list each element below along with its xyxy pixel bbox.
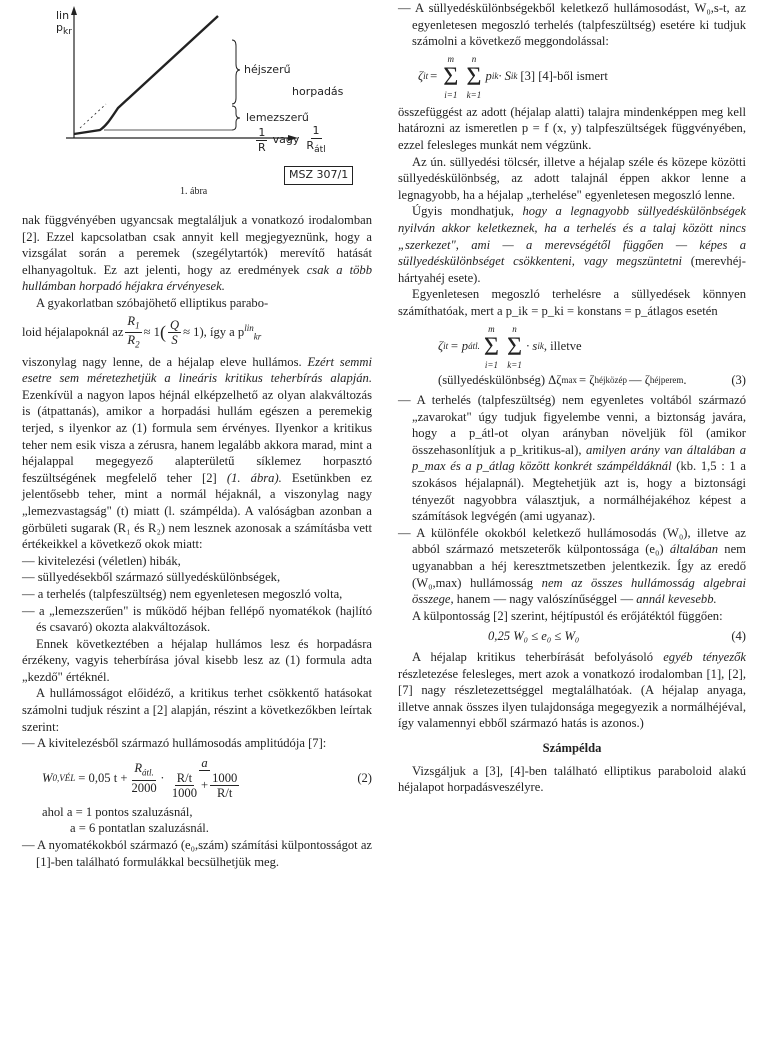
formula-r1r2-post: ≈ 1), így a p xyxy=(183,325,245,340)
right-paragraph-2: összefüggést az adott (héjalap alatti) talajra mindenképpen meg kell határozni az ismeretlen p = f (x, y) talpfeszültségek függvényében, ezzel felesleges munkát nem végzünk. xyxy=(398,104,746,152)
x-label-ratl: R xyxy=(306,139,315,152)
eq3-sum2-top: n xyxy=(512,323,517,334)
left-list-item-4: — a „lemezszerűen" is működő héjban fellépő nyomatékok (hajlító és csavaró) okozta alakváltozások. xyxy=(22,603,372,635)
formula-r1r2-pre: loid héjalapoknál az xyxy=(22,325,124,340)
eq3-body: · s xyxy=(526,339,538,354)
left-list-item-1: — kivitelezési (véletlen) hibák, xyxy=(22,553,181,568)
eq3-lhs: ζ xyxy=(438,339,444,354)
right-paragraph-5: Egyenletesen megoszló terhelésre a süllyedések könnyen számíthatóak, mert a p_ik = p_ki = konstans = p_átlagos esetén xyxy=(398,287,746,318)
section-heading-szampelda: Számpélda xyxy=(542,740,602,755)
left-list-item-5: — A kivitelezésből származó hullámosodás amplitúdója [7]: xyxy=(22,736,327,751)
right-r7-it1: általában xyxy=(669,542,719,557)
eq5-body: 0,25 W₀ ≤ e₀ ≤ W₀ xyxy=(488,629,580,644)
right-r9-italic: egyéb tényezők xyxy=(663,650,746,664)
label-horpadas: horpadás xyxy=(292,85,344,98)
right-paragraph-9 xyxy=(398,649,746,732)
eq3-lhs-sub: it xyxy=(443,341,449,352)
right-r6-text: — A terhelés (talpfeszültség) nem egyenletes voltából származó „zavarokat" úgy tudjuk figyelembe venni, a biztonság javára, hogy a p_átl-ot olyan arányban növeljük föl (amikor összehasonlítjuk a p_kritikus-al), xyxy=(398,393,746,457)
x-axis-label xyxy=(254,124,330,157)
left-p3-italic: Ezért semmi esetre sem méretezhetjük a lineáris kritikus teherbírás alapján. xyxy=(22,354,372,386)
eq4-b-sub: héjközép xyxy=(594,374,627,385)
eq5-number: (4) xyxy=(731,629,746,644)
formula-r1r2-mid: ≈ 1 xyxy=(143,325,160,340)
right-r7-b: nem ugyanabban a héj keresztmetszetben jelentkezik. Így az eredő (W₀,max) hullámosság xyxy=(412,542,746,590)
eq3-sum1-bot: i=1 xyxy=(484,359,498,370)
y-axis-label-top: lin xyxy=(56,9,70,22)
equation-zeta: ζ it = m Σ i=1 n Σ k=1 p ik · S ik [3] [4]-ből ismert xyxy=(418,53,608,100)
eq4-number: (3) xyxy=(731,372,746,387)
eq4-b: = ζ xyxy=(579,372,595,387)
right-r6-italic: amilyen arány van általában a p_max és a p_átlag között konkrét számpéldáknál xyxy=(412,442,746,474)
left-p3-d: Esetünkben ez jelentősebb teher, mint a normál héjaknál, a viszonylag nagy „lemezvastagság" (t) miatt (l. számpélda). A valóságban azonban a görbületi sugarak (R₁ és R₂) nem lesznek azonosak a számításba vett értékeikkel a következő okok miatt: xyxy=(22,470,372,552)
eqz-body-sub: ik xyxy=(491,71,499,82)
left-list-item-2: — süllyedésekből származó süllyedéskülönbségek, xyxy=(22,570,281,585)
y-axis-label-p: p xyxy=(56,21,63,34)
left-paragraph-5: A hullámosságot előidéző, a kritikus terhet csökkentő hatásokat számolni tudjuk részint a [2] alapján, részint a következőkben leírtak szerint: xyxy=(22,686,372,734)
eq2-den1: 2000 xyxy=(131,780,157,795)
right-paragraph-4 xyxy=(398,203,746,286)
ahol-line-2: a = 6 pontatlan szaluzásnál. xyxy=(70,821,209,836)
right-paragraph-3: Az ún. süllyedési tölcsér, illetve a héjalap széle és közepe közötti süllyedéskülönbség, az adott talajnál éppen akkor lenne a legnagyobb, ha a héjalap „terhelése" egyenletesen megoszló lenne. xyxy=(398,154,746,202)
right-column xyxy=(398,0,746,796)
left-p3-b: Ezenkívül a nagyon lapos héjnál elképzelhető az olyan alakváltozás is (átpattanás), amikor a horpadási hullám egészen a peremekig terjed, s ilyenkor az (1) formula sem érvényes. Ilyenkor a kritikus teher nem esik visza a zérusra, hanem legalább akkora marad, mint a héjalappal megegyező alapterületű síklemez horpasztó feszültségének megfelelő teher [2] xyxy=(22,387,372,485)
y-axis-label-sub: kr xyxy=(62,27,72,38)
eq4-a-sub: max xyxy=(561,374,577,385)
right-r7-c: hanem — nagy valószínűséggel — xyxy=(456,592,634,607)
eq2-rhs: = 0,05 t + xyxy=(78,770,128,785)
eq2-num1-sub: átl. xyxy=(142,767,154,778)
right-r7-it2: nem az összes hullámosság algebrai összege, xyxy=(412,575,746,607)
stamp-msz: MSZ 307/1 xyxy=(284,166,353,185)
figure-1 xyxy=(22,0,372,212)
eq2-number: (2) xyxy=(357,770,372,785)
right-r9-text: A héjalap kritikus teherbírását befolyásoló xyxy=(412,650,654,664)
eqz-s: · S xyxy=(498,69,511,84)
left-list-item-3: — a terhelés (talpfeszültség) nem egyenletesen megoszló volta, xyxy=(22,586,343,601)
right-r9-b: részletezése felesleges, mert azok a vonatkozó irodalomban [1], [2], [7] nagy részletezettséggel megtalálhatóak. (A héjalap anyaga, illetve annak összes ilyen tulajdonsága megegyezik a normálhéjéval, így valamennyi ebből származó hatás is azonos.) xyxy=(398,666,746,731)
eq2-num2: a xyxy=(201,755,208,770)
eqz-lhs: ζ xyxy=(418,69,424,84)
formula-sup: lin xyxy=(244,322,254,333)
left-p1-text: nak függvényében ugyancsak megtaláljuk a vonatkozó irodalomban [2]. Ezzel kapcsolatban csak annyit kell megjegyeznünk, hogy a vizsgálat során a peremek (szegélytartók) merevítő hatását elhanyagoltuk. Ez azt jelenti, hogy az eredmények xyxy=(22,213,372,277)
eqz-body: p xyxy=(485,69,492,84)
right-p4-b: (merevhéj-hártyahéj esete). xyxy=(398,254,746,285)
eq2-den2b-num: 1000 xyxy=(212,770,238,785)
eq2-den2a-den: 1000 xyxy=(171,785,197,800)
left-list-item-6: — A nyomatékokból származó (e₀,szám) számítási külpontosságot az [1]-ben található formulákkal becsülhetjük meg. xyxy=(22,838,372,869)
eq2-den2a-num: R/t xyxy=(176,770,193,785)
left-p1-italic: csak a több hullámban horpadó héjakra érvényesek. xyxy=(22,262,372,294)
label-lemezszeru: lemezszerű xyxy=(246,111,309,124)
eq4-c-tail: . xyxy=(683,372,687,387)
right-r6-b: (kb. 1,5 : 1 a szokásos héjalapnál). Megtehetjük azt is, hogy a biztonsági tényezőt nagyobbra választjuk, a normálhéjakéhoz képest a számítások legvégén (ami ugyanaz). xyxy=(412,459,746,524)
formula-r1r2: loid héjalapoknál az $\frac{R_1}{R_2}$ ≈ 1 ( $\frac{Q}{S}$ ≈ 1), így a p $^{lin}_{kr}$ xyxy=(22,313,262,350)
eqz-s-sub: ik xyxy=(510,71,518,82)
right-list-item-1: — A süllyedéskülönbségekből keletkező hullámosodást, W₀,s-t, az egyenletesen megoszló terhelés (talpfeszültség) esetére ki tudjuk számolni a következő meggondolással: xyxy=(398,1,746,49)
right-r7-text: — A különféle okokból keletkező hullámosodás (W₀), illetve az abból származó metszeterők külpontossága (e₀) xyxy=(398,525,746,557)
eq2-den2b-den: R/t xyxy=(217,785,233,800)
left-p3-c: (1. ábra). xyxy=(226,470,282,485)
eq2-lhs-sub: 0,VÉL xyxy=(52,772,76,783)
equation-2: W 0,VÉL = 0,05 t + $\frac{R_{átl.}}{2000}$ · a $\frac{R/t}{1000}$ + $\frac{1000}{R/t}$ (2) xyxy=(42,755,372,800)
x-label-r: R xyxy=(258,141,266,155)
right-paragraph-8: A külpontosság [2] szerint, héjtípustól és erőjátéktól függően: xyxy=(412,608,723,623)
eq3-body-sub: ik xyxy=(537,341,544,352)
right-p4-italic: hogy a legnagyobb süllyedéskülönbségek nyilván akkor keletkeznek, ha a terhelés és a talaj között nincs „szerkezet", ami — a merevségétől függően — képes a süllyedéskülönbséget csökkenteni, vagy megszüntetni xyxy=(398,204,746,269)
eqz-lhs-sub: it xyxy=(423,71,429,82)
figure-caption: 1. ábra xyxy=(180,186,208,197)
eq3-sum2-bot: k=1 xyxy=(507,359,522,370)
eqz-sum2-top: n xyxy=(471,53,477,64)
equation-zeta-atl: ζ it = p átl. m Σ i=1 n Σ k=1 · s ik , illetve xyxy=(438,323,582,370)
eq2-dot: · xyxy=(160,770,164,785)
equation-3 xyxy=(438,372,746,389)
eqz-sum1-bot: i=1 xyxy=(444,89,458,100)
y-axis-label xyxy=(56,10,72,38)
left-paragraph-1 xyxy=(22,212,372,295)
left-paragraph-3 xyxy=(22,354,372,553)
right-paragraph-10: Vizsgáljuk a [3], [4]-ben található elliptikus paraboloid alakú héjalapot horpadásveszélyre. xyxy=(398,763,746,795)
eq2-lhs: W xyxy=(42,770,53,785)
eq3-eq: = p xyxy=(450,339,469,354)
eqz-sum2-bot: k=1 xyxy=(466,89,482,100)
eqz-ref: [3] [4]-ből ismert xyxy=(520,69,608,84)
eq2-num1: R xyxy=(134,761,143,776)
eq4-c: — ζ xyxy=(628,372,650,387)
eq3-illetve: , illetve xyxy=(543,339,582,354)
equation-4 xyxy=(488,628,746,645)
x-label-vagy: vagy xyxy=(272,133,300,147)
label-hejszeru: héjszerű xyxy=(244,63,291,76)
eqz-sum1-top: m xyxy=(447,53,455,64)
eq3-sum1-top: m xyxy=(488,323,495,334)
left-paragraph-2: A gyakorlatban szóbajöhető elliptikus parabo- xyxy=(36,295,269,310)
formula-sub: kr xyxy=(253,331,262,342)
left-column xyxy=(22,0,372,870)
x-label-one-a: 1 xyxy=(258,126,266,140)
eq4-a: (süllyedéskülönbség) Δζ xyxy=(438,372,562,387)
eq3-eq-sub: átl. xyxy=(468,341,480,352)
ahol-line-1: ahol a = 1 pontos szaluzásnál, xyxy=(42,804,193,819)
right-list-item-6 xyxy=(398,392,746,525)
eq4-c-sub: héjperem xyxy=(649,374,684,385)
right-list-item-7 xyxy=(398,525,746,608)
left-p3-text: viszonylag nagy lenne, de a héjalap eleve hullámos. xyxy=(22,354,302,369)
right-r7-it3: annál kevesebb. xyxy=(636,592,717,607)
right-p4-a: Úgyis mondhatjuk, xyxy=(412,204,514,219)
left-paragraph-4: Ennek következtében a héjalap hullámos lesz és horpadásra érzékeny, vagyis teherbírása jóval kisebb lesz az (1) formula adta „kezdő" értéknél. xyxy=(22,636,372,684)
x-label-one-b: 1 xyxy=(312,124,320,137)
x-label-ratl-sub: átl xyxy=(314,145,326,156)
